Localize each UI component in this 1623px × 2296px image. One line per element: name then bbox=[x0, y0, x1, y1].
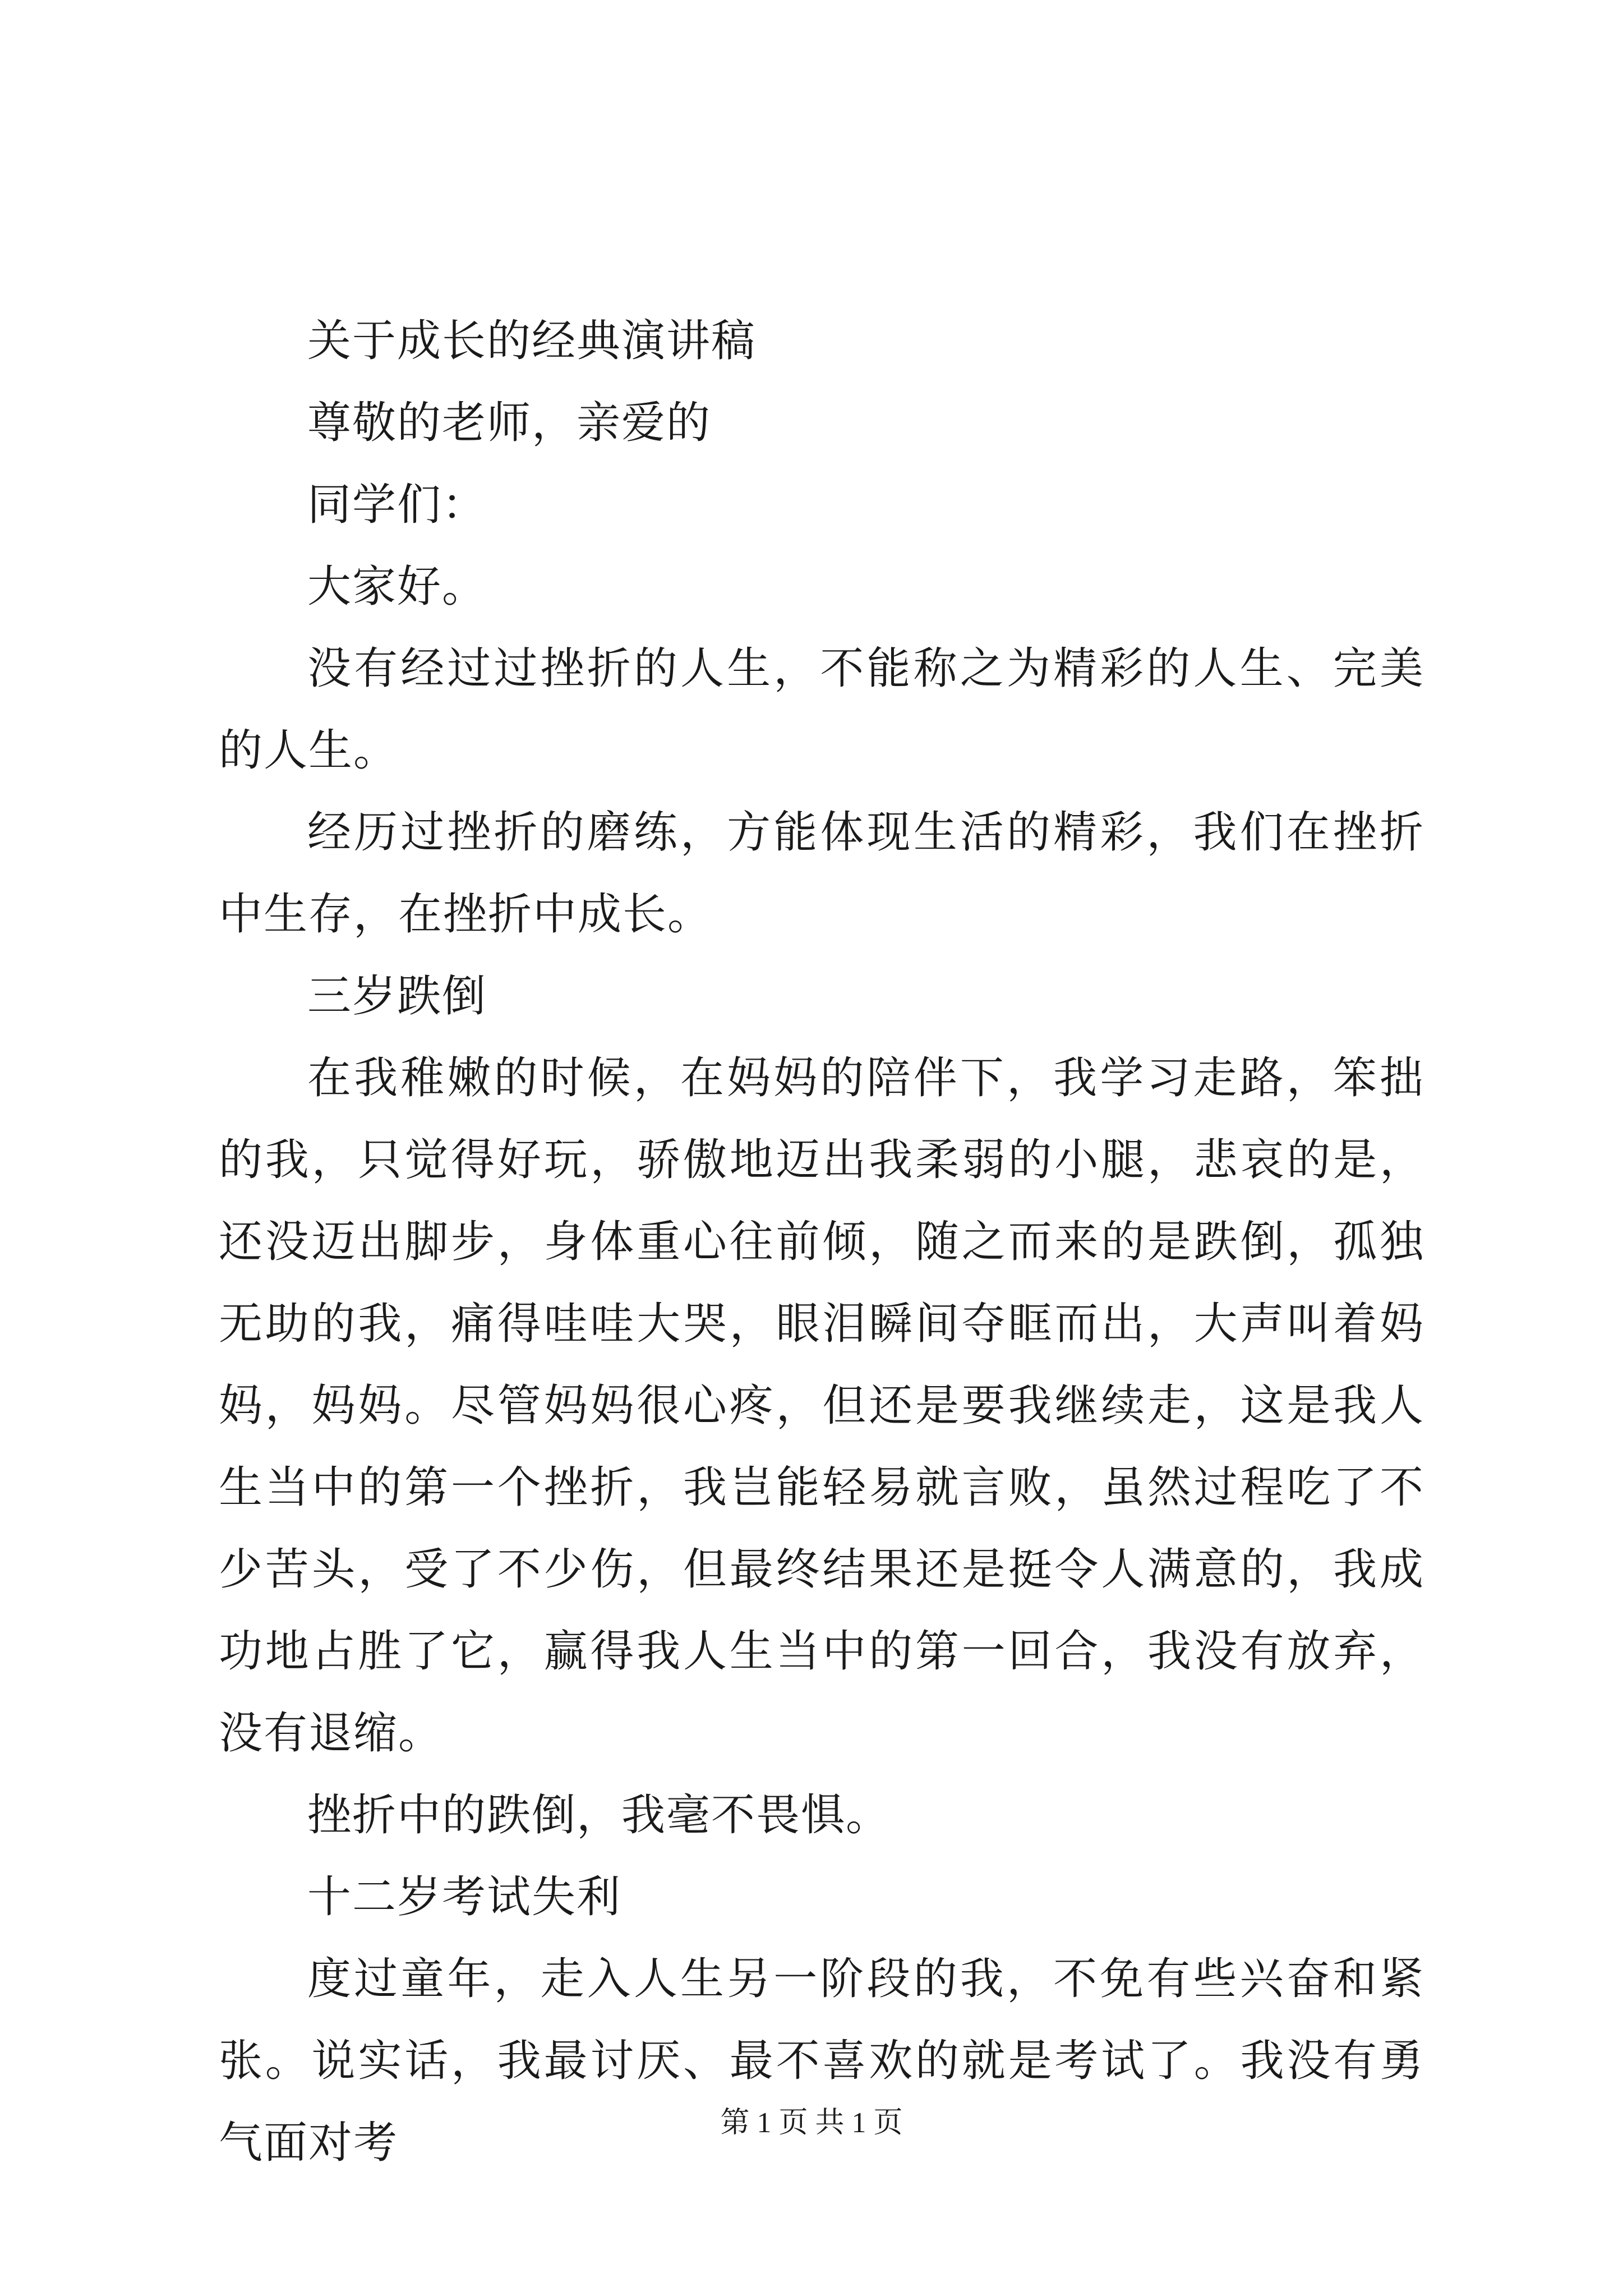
salutation-line-1: 尊敬的老师，亲爱的 bbox=[307, 398, 712, 448]
paragraph: 挫折中的跌倒，我毫不畏惧。 bbox=[307, 1790, 891, 1841]
paragraph: 没有经过过挫折的人生，不能称之为精彩的人生、完美的人生。 bbox=[219, 643, 1424, 776]
section-heading: 十二岁考试失利 bbox=[307, 1872, 622, 1922]
page-footer: 第 1 页 共 1 页 bbox=[720, 2107, 903, 2139]
paragraph: 在我稚嫩的时候，在妈妈的陪伴下，我学习走路，笨拙的我，只觉得好玩，骄傲地迈出我柔弱的小腿，悲哀的是，还没迈出脚步，身体重心往前倾，随之而来的是跌倒，孤独无助的我，痛得哇哇大哭，眼泪瞬间夺眶而出，大声叫着妈妈，妈妈。尽管妈妈很心疼，但还是要我继续走，这是我人生当中的第一个挫折，我岂能轻易就言败，虽然过程吃了不少苦头，受了不少伤，但最终结果还是挺令人满意的，我成功地占胜了它，赢得我人生当中的第一回合，我没有放弃，没有退缩。 bbox=[219, 1053, 1424, 1759]
greeting: 大家好。 bbox=[307, 562, 487, 612]
paragraph: 度过童年，走入人生另一阶段的我，不免有些兴奋和紧张。说实话，我最讨厌、最不喜欢的就是考试了。我没有勇气面对考 bbox=[219, 1954, 1424, 2168]
document-title: 关于成长的经典演讲稿 bbox=[307, 316, 757, 366]
paragraph: 经历过挫折的磨练，方能体现生活的精彩，我们在挫折中生存，在挫折中成长。 bbox=[219, 807, 1424, 940]
section-heading: 三岁跌倒 bbox=[307, 971, 487, 1022]
document-body bbox=[219, 300, 1424, 2184]
salutation-line-2: 同学们： bbox=[307, 480, 487, 530]
